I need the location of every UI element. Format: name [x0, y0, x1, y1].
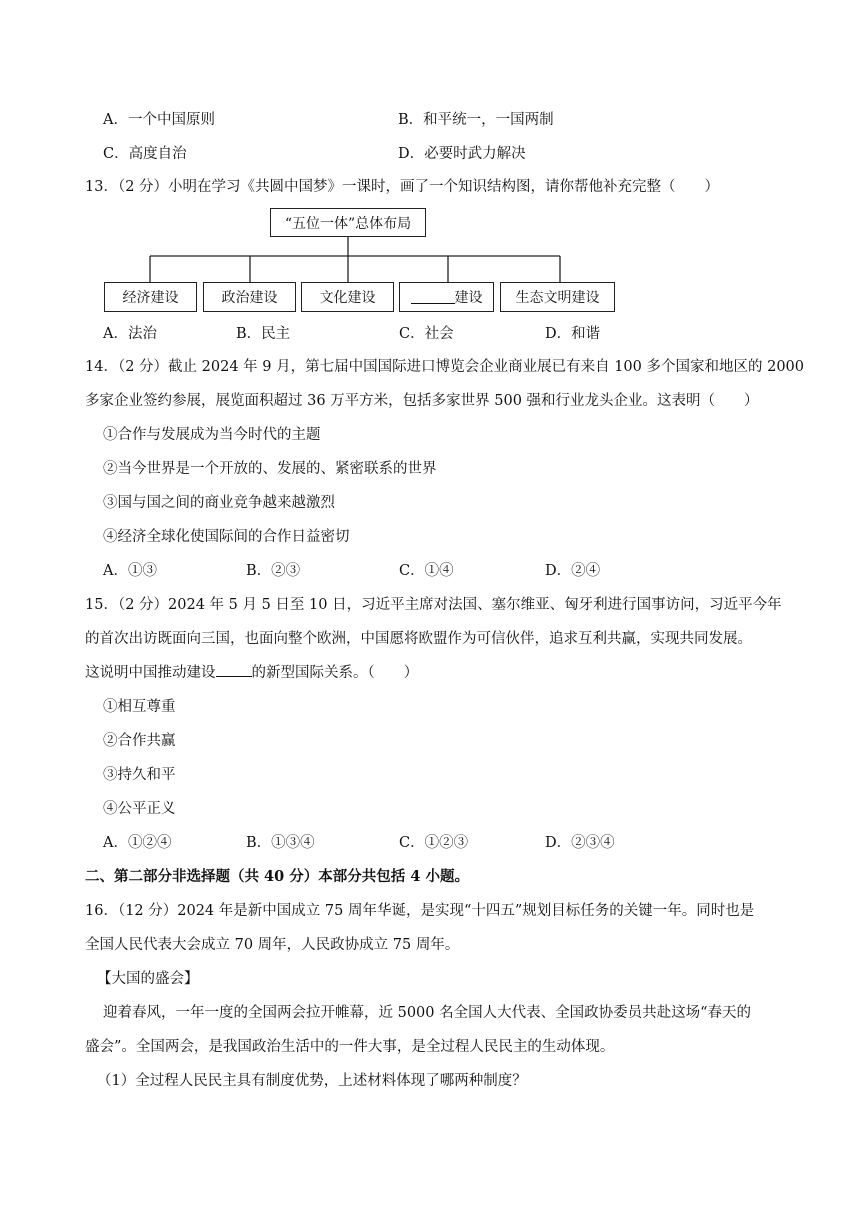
- q15-option-b: B．①③④: [246, 835, 315, 851]
- q15-item-3: ③持久和平: [103, 767, 176, 783]
- q14-item-1: ①合作与发展成为当今时代的主题: [103, 427, 321, 443]
- q14-stem-line1: 14．（2 分）截止 2024 年 9 月，第七届中国国际进口博览会企业商业展已有来自 100 多个国家和地区的 2000: [85, 359, 804, 375]
- diagram-child-blank: [399, 282, 494, 312]
- diagram-child-label: 文化建设: [319, 290, 376, 306]
- q15-stem-line1: 15．（2 分）2024 年 5 月 5 日至 10 日，习近平主席对法国、塞尔维亚、匈牙利进行国事访问，习近平今年: [85, 597, 782, 613]
- fill-blank-line: [411, 290, 455, 304]
- q15-stem-line3-start: 这说明中国推动建设: [85, 665, 216, 681]
- q14-option-c: C．①④: [399, 563, 454, 579]
- q15-stem-line2: 的首次出访既面向三国，也面向整个欧洲，中国愿将欧盟作为可信伙伴，追求互利共赢，实现共同发展。: [85, 631, 752, 647]
- q16-material-line1: 迎着春风，一年一度的全国两会拉开帷幕，近 5000 名全国人大代表、全国政协委员共赴这场“春天的: [103, 1005, 752, 1021]
- diagram-child-culture: [301, 282, 394, 312]
- q14-option-b: B．②③: [246, 563, 301, 579]
- section-2-heading: 二、第二部分非选择题（共 40 分）本部分共包括 4 小题。: [85, 868, 469, 885]
- diagram-child-label: 建设: [454, 290, 483, 306]
- diagram-child-politics: [203, 282, 296, 312]
- q15-option-d: D．②③④: [545, 835, 615, 851]
- q13-option-b: B．民主: [236, 326, 291, 342]
- diagram-root-box: [270, 208, 426, 237]
- diagram-root-label: “五位一体”总体布局: [284, 215, 412, 232]
- diagram-child-label: 政治建设: [221, 290, 278, 306]
- q13-option-c: C．社会: [399, 326, 454, 342]
- q15-item-1: ①相互尊重: [103, 699, 176, 715]
- q15-item-4: ④公平正义: [103, 801, 176, 817]
- fill-blank-line: [216, 663, 252, 677]
- q14-stem-line2: 多家企业签约参展，展览面积超过 36 万平方米，包括多家世界 500 强和行业龙头企业。这表明（ ）: [85, 393, 759, 409]
- q13-stem: 13．（2 分）小明在学习《共圆中国梦》一课时，画了一个知识结构图，请你帮他补充完整（ ）: [85, 179, 720, 195]
- q16-stem-line1: 16．（12 分）2024 年是新中国成立 75 周年华诞，是实现“十四五”规划目标任务的关键一年。同时也是: [85, 903, 755, 919]
- q15-option-c: C．①②③: [399, 835, 469, 851]
- diagram-child-economy: [104, 282, 197, 312]
- q16-stem-line2: 全国人民代表大会成立 70 周年，人民政协成立 75 周年。: [85, 937, 460, 953]
- q15-item-2: ②合作共赢: [103, 733, 176, 749]
- diagram-child-label: 生态文明建设: [515, 290, 600, 306]
- q14-item-4: ④经济全球化使国际间的合作日益密切: [103, 529, 350, 545]
- q14-item-3: ③国与国之间的商业竞争越来越激烈: [103, 495, 335, 511]
- q14-option-a: A．①③: [103, 563, 157, 579]
- q13-option-a: A．法治: [103, 326, 157, 342]
- q15-stem-line3-end: 的新型国际关系。（ ）: [251, 665, 419, 681]
- q14-item-2: ②当今世界是一个开放的、发展的、紧密联系的世界: [103, 461, 437, 477]
- q15-stem-line3: [85, 663, 418, 683]
- q12-option-d: D．必要时武力解决: [398, 146, 526, 162]
- q12-option-c: C．高度自治: [103, 146, 187, 162]
- q14-option-d: D．②④: [545, 563, 601, 579]
- diagram-child-label: 经济建设: [122, 290, 179, 306]
- q15-option-a: A．①②④: [103, 835, 172, 851]
- q16-material-heading: 【大国的盛会】: [97, 971, 199, 987]
- q12-option-a: A．一个中国原则: [103, 112, 215, 128]
- q12-option-b: B．和平统一，一国两制: [398, 112, 554, 128]
- diagram-child-ecology: [500, 282, 615, 312]
- q13-option-d: D．和谐: [545, 326, 601, 342]
- q16-subquestion-1: （1）全过程人民民主具有制度优势，上述材料体现了哪两种制度？: [97, 1073, 527, 1089]
- q16-material-line2: 盛会”。全国两会，是我国政治生活中的一件大事，是全过程人民民主的生动体现。: [85, 1039, 615, 1055]
